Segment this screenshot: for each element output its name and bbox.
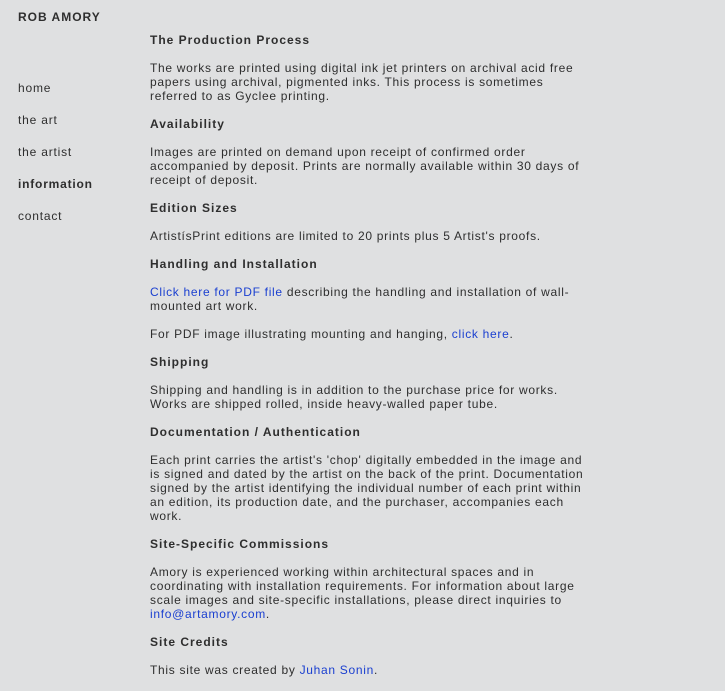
section-heading: Availability [150,117,225,131]
credits-paragraph [150,663,590,677]
commissions-text: Amory is experienced working within architectural spaces and in coordinating with installation requirements. For information about large scale images and site-specific installations, please direct inquiries to [150,565,575,607]
mounting-pdf-link[interactable]: click here [451,327,510,341]
section-text: Images are printed on demand upon receipt of confirmed order accompanied by deposit. Prints are normally available within 30 days of receipt of deposit. [150,145,580,187]
section-production [150,33,590,103]
commissions-end: . [265,607,270,621]
credits-author-link[interactable]: Juhan Sonin [299,663,374,677]
section-heading: Edition Sizes [150,201,238,215]
email-link[interactable]: info@artamory.com [150,607,266,621]
section-commissions [150,537,590,621]
credits-text: This site was created by [150,663,300,677]
section-text: Each print carries the artist's 'chop' digitally embedded in the image and is signed and dated by the artist on the back of the print. Documentation signed by the artist identifying the individual number of each print within an edition, its production date, and the purchaser, accompanies each work. [150,453,584,523]
section-handling [150,257,590,341]
section-documentation [150,425,590,523]
section-heading: Site-Specific Commissions [150,537,330,551]
main-content [150,33,590,691]
section-availability [150,117,590,187]
nav-item-the-artist[interactable]: the artist [18,145,73,159]
site-title: ROB AMORY [18,10,101,24]
mounting-end: . [509,327,514,341]
main-nav [18,80,93,240]
section-credits [150,635,590,677]
commissions-paragraph [150,565,590,621]
section-edition-sizes [150,201,590,243]
section-heading: Documentation / Authentication [150,425,361,439]
section-heading: The Production Process [150,33,311,47]
nav-item-information[interactable]: information [18,177,93,191]
nav-item-the-art[interactable]: the art [18,113,58,127]
handling-pdf-paragraph [150,285,590,313]
section-text: ArtistísPrint editions are limited to 20 prints plus 5 Artist's proofs. [150,229,541,243]
section-text: The works are printed using digital ink jet printers on archival acid free papers using archival, pigmented inks. This process is sometimes referred to as Gyclee printing. [150,61,574,103]
pdf-file-link[interactable]: Click here for PDF file [150,285,283,299]
section-shipping [150,355,590,411]
nav-item-home[interactable]: home [18,81,52,95]
credits-end: . [373,663,379,677]
section-heading: Shipping [150,355,210,369]
section-heading: Site Credits [150,635,229,649]
nav-item-contact[interactable]: contact [18,209,63,223]
mounting-text: For PDF image illustrating mounting and hanging, [150,327,452,341]
pdf-description: describing the handling and installation of wall-mounted art work. [150,285,570,313]
section-text: Shipping and handling is in addition to the purchase price for works. Works are shipped rolled, inside heavy-walled paper tube. [150,383,558,411]
mounting-paragraph [150,327,590,341]
section-heading: Handling and Installation [150,257,318,271]
